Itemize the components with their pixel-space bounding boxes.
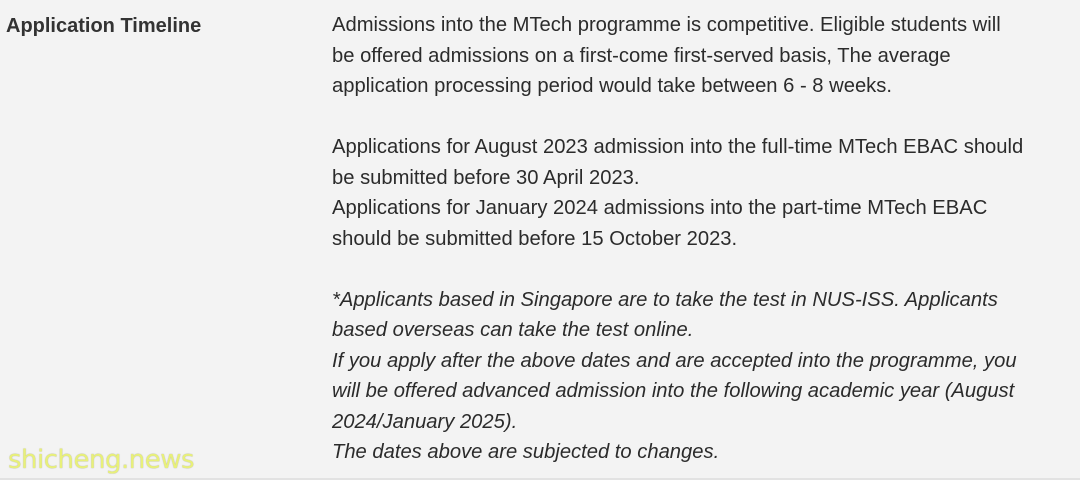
- paragraph-spacer: [332, 102, 1080, 133]
- note-line: will be offered advanced admission into the following academic year (August: [332, 380, 1015, 402]
- text-line: application processing period would take between 6 - 8 weeks.: [332, 75, 892, 97]
- text-line: Admissions into the MTech programme is competitive. Eligible students will: [332, 14, 1001, 36]
- note-line: 2024/January 2025).: [332, 410, 518, 433]
- text-line: be offered admissions on a first-come first-served basis, The average: [332, 44, 951, 67]
- note-line: based overseas can take the test online.: [332, 319, 694, 341]
- text-line: Applications for January 2024 admissions into the part-time MTech EBAC: [332, 197, 988, 219]
- text-line: Applications for August 2023 admission into the full-time MTech EBAC should: [332, 136, 1024, 158]
- text-line: should be submitted before 15 October 2023.: [332, 227, 738, 250]
- section-content: [332, 10, 1080, 468]
- text-line: be submitted before 30 April 2023.: [332, 166, 640, 189]
- paragraph-spacer: [332, 254, 1080, 285]
- notes-paragraph: [332, 285, 1080, 468]
- admissions-paragraph: [332, 10, 1080, 102]
- note-line: *Applicants based in Singapore are to take the test in NUS-ISS. Applicants: [332, 288, 998, 311]
- watermark-text: shicheng.news: [8, 445, 195, 475]
- note-line: If you apply after the above dates and are accepted into the programme, you: [332, 349, 1017, 372]
- deadlines-paragraph: [332, 132, 1080, 254]
- note-line: The dates above are subjected to changes.: [332, 441, 720, 463]
- section-label: Application Timeline: [6, 15, 202, 37]
